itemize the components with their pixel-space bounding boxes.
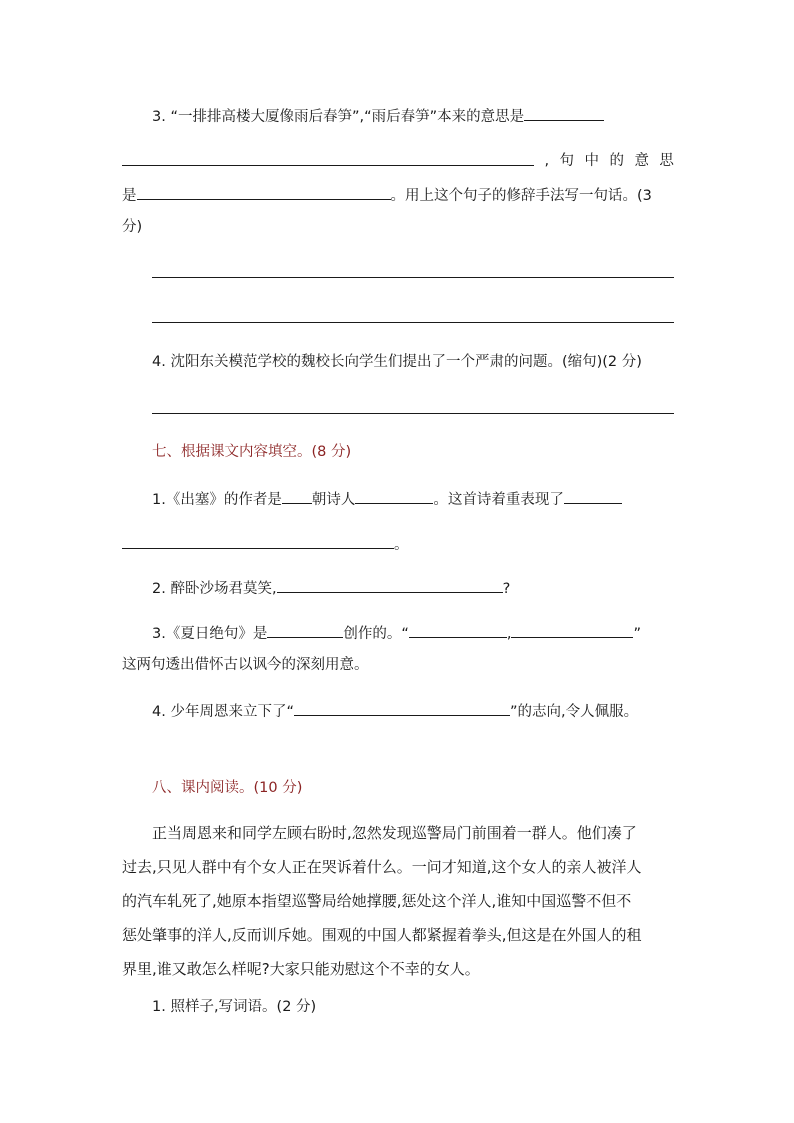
section8-heading: 八、课内阅读。(10 分) bbox=[152, 780, 303, 796]
s7-item1: 1.《出塞》的作者是 朝诗人 。这首诗着重表现了 bbox=[152, 488, 622, 511]
section7-heading: 七、根据课文内容填空。(8 分) bbox=[152, 444, 352, 460]
s7-blank[interactable] bbox=[267, 622, 343, 638]
passage-line: 界里,谁又敢怎么样呢?大家只能劝慰这个不幸的女人。 bbox=[122, 960, 480, 978]
s7-blank[interactable] bbox=[409, 622, 507, 638]
q3-line1 bbox=[152, 105, 604, 128]
q3-blank-3[interactable] bbox=[137, 184, 391, 200]
q3-char: 思 bbox=[659, 153, 674, 169]
s7-item3: 3.《夏日绝句》是 创作的。“ , ” bbox=[152, 622, 641, 645]
s7-blank[interactable] bbox=[511, 622, 633, 638]
s7-blank[interactable] bbox=[294, 700, 510, 716]
answer-line[interactable] bbox=[152, 413, 674, 414]
q3-line2 bbox=[122, 150, 674, 172]
q3-blank-1[interactable] bbox=[524, 105, 604, 121]
s7-item3-line2: 这两句透出借怀古以讽今的深刻用意。 bbox=[122, 657, 369, 673]
s7-blank[interactable] bbox=[564, 488, 622, 504]
s8-q1: 1. 照样子,写词语。(2 分) bbox=[152, 999, 317, 1015]
s7-item1-line2: 。 bbox=[122, 533, 409, 556]
q3-char: 句 bbox=[559, 153, 575, 169]
passage-line: 的汽车轧死了,她原本指望巡警局给她撑腰,惩处这个洋人,谁知中国巡警不但不 bbox=[122, 892, 632, 910]
q3-char: 的 bbox=[609, 153, 624, 169]
q3-char: , bbox=[544, 153, 550, 169]
s7-blank[interactable] bbox=[122, 533, 394, 549]
s7-blank[interactable] bbox=[277, 577, 503, 593]
q3-line3: 是 。用上这个句子的修辞手法写一句话。(3 bbox=[122, 184, 652, 207]
s7-blank[interactable] bbox=[355, 488, 433, 504]
q3-char: 意 bbox=[634, 153, 649, 169]
q3-number: 3. bbox=[152, 109, 166, 125]
passage-line: 过去,只见人群中有个女人正在哭诉着什么。一问才知道,这个女人的亲人被洋人 bbox=[122, 858, 642, 876]
q3-char: 中 bbox=[584, 153, 600, 169]
s7-item4: 4. 少年周恩来立下了“ ”的志向,令人佩服。 bbox=[152, 700, 638, 723]
q3-text: “一排排高楼大厦像雨后春笋”,“雨后春笋”本来的意思是 bbox=[170, 109, 525, 125]
s7-blank[interactable] bbox=[282, 488, 312, 504]
answer-line[interactable] bbox=[152, 277, 674, 278]
passage-line: 惩处肇事的洋人,反而训斥她。围观的中国人都紧握着拳头,但这是在外国人的租 bbox=[122, 926, 642, 944]
passage-line: 正当周恩来和同学左顾右盼时,忽然发现巡警局门前围着一群人。他们凑了 bbox=[152, 824, 637, 842]
s7-item2: 2. 醉卧沙场君莫笑, ? bbox=[152, 577, 510, 600]
answer-line[interactable] bbox=[152, 322, 674, 323]
q3-line4: 分) bbox=[122, 219, 143, 235]
q3-blank-2[interactable] bbox=[122, 150, 534, 166]
q4-text: 4. 沈阳东关模范学校的魏校长向学生们提出了一个严肃的问题。(缩句)(2 分) bbox=[152, 354, 642, 370]
